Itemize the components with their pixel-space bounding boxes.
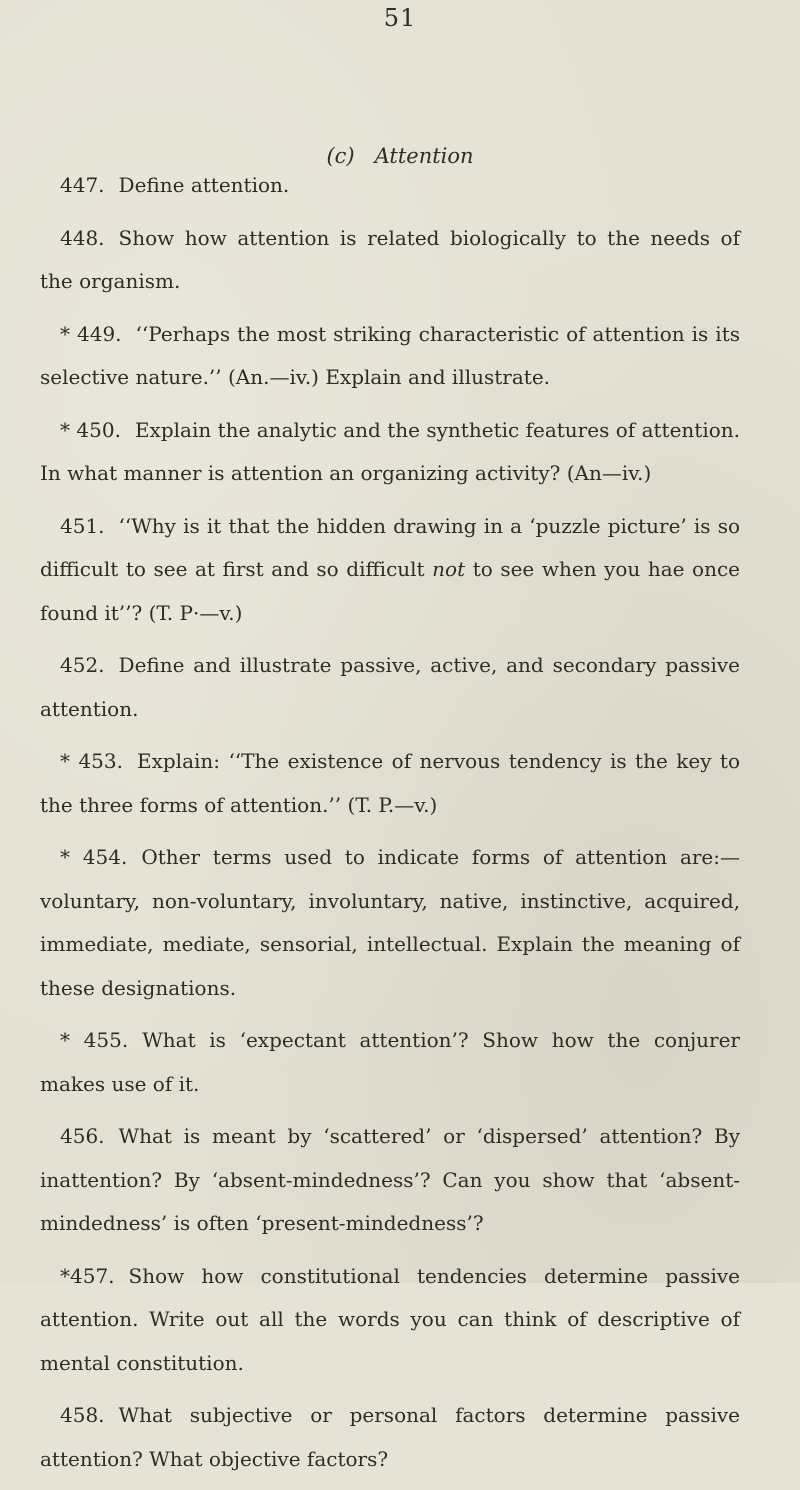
question-number: * 455. (60, 1028, 129, 1052)
question-456 (40, 1115, 740, 1246)
question-text: Define and illustrate passive, active, and secondary passive attention. (40, 653, 740, 721)
question-number: 452. (60, 653, 105, 677)
question-text: Show how attention is related biologically to the needs of the organism. (40, 225, 740, 293)
question-text: ‘‘Perhaps the most striking characteristic of attention is its selective nature.’’ (An.—iv.) Explain and illustrate. (40, 321, 740, 389)
question-448 (40, 217, 740, 304)
question-number: * 450. (60, 417, 121, 442)
question-number: * 453. (60, 749, 123, 773)
question-455 (40, 1019, 740, 1106)
question-453 (40, 740, 740, 827)
question-number: *457. (60, 1263, 115, 1288)
question-text: What subjective or personal factors determine passive attention? What objective factors? (40, 1403, 740, 1471)
page-number: 51 (383, 4, 417, 32)
question-number: 448. (60, 225, 105, 250)
question-text-continued: to see when you hae once found it’’? (T. P·—v.) (40, 557, 741, 625)
question-list (40, 164, 740, 1490)
question-458 (40, 1394, 740, 1481)
question-text: What is meant by ‘scattered’ or ‘dispersed’ attention? By inattention? By ‘absent-mindedness’? Can you show that ‘absent-mindedness’ is often ‘present-mindedness’? (40, 1124, 740, 1235)
question-text: Explain the analytic and the synthetic features of attention. In what manner is attention an organizing activity? (An—iv.) (40, 417, 740, 485)
question-number: * 454. (60, 845, 128, 869)
question-number: 458. (60, 1403, 105, 1427)
question-text: ‘‘Why is it that the hidden drawing in a ‘puzzle picture’ is so difficult to see at first and so difficult (40, 513, 740, 581)
section-title: Attention (374, 144, 474, 168)
question-451 (40, 505, 740, 636)
question-text: Show how constitutional tendencies determine passive attention. Write out all the words you can think of descriptive of mental constitution. (40, 1263, 740, 1375)
question-number: 447. (60, 173, 105, 197)
question-text: What is ‘expectant attention’? Show how the conjurer makes use of it. (40, 1028, 740, 1096)
question-454 (40, 836, 740, 1010)
question-number: * 449. (60, 321, 122, 346)
question-452 (40, 644, 740, 731)
question-450 (40, 409, 740, 496)
question-number: 451. (60, 513, 105, 538)
section-letter: (c) (326, 144, 355, 168)
emphasized-word: not (432, 557, 466, 581)
question-447 (40, 164, 740, 208)
question-text: Other terms used to indicate forms of attention are:—voluntary, non-voluntary, involuntary, native, instinctive, acquired, immediate, mediate, sensorial, intellectual. Explain the meaning of these designations. (40, 845, 741, 1000)
question-457 (40, 1255, 740, 1386)
question-number: 456. (60, 1124, 105, 1148)
question-text: Define attention. (118, 173, 290, 197)
question-449 (40, 313, 740, 400)
question-text: Explain: ‘‘The existence of nervous tendency is the key to the three forms of attention.’’ (T. P.—v.) (40, 749, 741, 817)
